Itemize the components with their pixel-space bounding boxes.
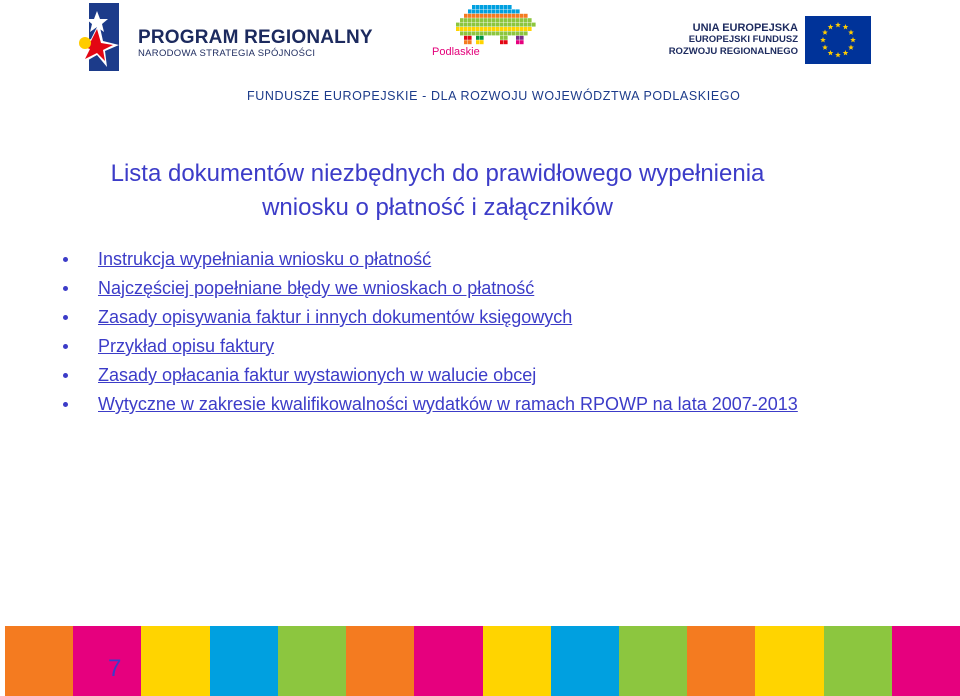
eu-line-2: EUROPEJSKI FUNDUSZ: [688, 34, 798, 45]
bison-mosaic-tile: [508, 18, 512, 22]
bison-mosaic-tile: [464, 27, 468, 31]
bison-mosaic-tile: [476, 14, 480, 18]
bison-mosaic-tile: [520, 36, 524, 40]
bison-mosaic-tile: [516, 40, 520, 44]
bison-mosaic-tile: [500, 5, 504, 9]
bison-mosaic-tile: [484, 9, 488, 13]
bison-mosaic-tile: [516, 18, 520, 22]
bison-mosaic-tile: [528, 27, 532, 31]
bison-mosaic-tile: [504, 27, 508, 31]
bison-mosaic-tile: [492, 23, 496, 27]
bison-mosaic-tile: [492, 9, 496, 13]
bison-mosaic-tile: [524, 31, 528, 35]
bison-mosaic-tile: [468, 31, 472, 35]
bison-mosaic-tile: [468, 9, 472, 13]
bison-mosaic-tile: [464, 36, 468, 40]
footer-color-segment: [278, 626, 346, 696]
bison-mosaic-tile: [492, 31, 496, 35]
bison-mosaic-tile: [476, 36, 480, 40]
bison-mosaic-tile: [476, 27, 480, 31]
bison-mosaic-tile: [464, 31, 468, 35]
document-link[interactable]: Najczęściej popełniane błędy we wnioskach o płatność: [98, 278, 535, 298]
bison-mosaic-tile: [520, 23, 524, 27]
page-number: 7: [108, 655, 122, 682]
bison-mosaic-tile: [476, 5, 480, 9]
bison-mosaic-tile: [504, 14, 508, 18]
document-link[interactable]: Wytyczne w zakresie kwalifikowalności wydatków w ramach RPOWP na lata 2007-2013: [98, 394, 798, 414]
bison-mosaic-tile: [532, 23, 536, 27]
bison-mosaic-tile: [460, 18, 464, 22]
bison-mosaic-tile: [488, 5, 492, 9]
bison-mosaic-tile: [476, 9, 480, 13]
bison-mosaic-tile: [508, 23, 512, 27]
footer-color-bar: [5, 626, 960, 696]
bison-mosaic-tile: [464, 14, 468, 18]
bison-mosaic-tile: [476, 18, 480, 22]
bison-mosaic-tile: [504, 31, 508, 35]
bison-mosaic-tile: [480, 18, 484, 22]
footer-color-segment: [346, 626, 414, 696]
bison-mosaic-tile: [484, 5, 488, 9]
bullet-icon: [63, 373, 68, 378]
program-title: PROGRAM REGIONALNY: [138, 27, 373, 48]
bison-mosaic-tile: [500, 18, 504, 22]
bison-mosaic-tile: [512, 9, 516, 13]
eu-text-block: [668, 22, 798, 58]
bison-mosaic-tile: [504, 36, 508, 40]
footer-color-segment: [414, 626, 482, 696]
bison-mosaic-tile: [508, 9, 512, 13]
bison-mosaic-tile: [524, 18, 528, 22]
footer-color-segment: [551, 626, 619, 696]
bison-mosaic-tile: [504, 40, 508, 44]
bison-mosaic-tile: [468, 27, 472, 31]
slide-title-line-1: Lista dokumentów niezbędnych do prawidłowego wypełnienia: [110, 160, 765, 187]
bison-mosaic-tile: [520, 14, 524, 18]
bison-mosaic-tile: [484, 27, 488, 31]
bison-mosaic-tile: [472, 18, 476, 22]
bison-mosaic-tile: [508, 27, 512, 31]
podlaskie-logo: [430, 3, 540, 69]
bison-mosaic-tile: [524, 14, 528, 18]
bison-mosaic-tile: [464, 18, 468, 22]
bison-mosaic-tile: [488, 23, 492, 27]
bullet-icon: [63, 286, 68, 291]
bison-mosaic-tile: [488, 18, 492, 22]
footer-color-segment: [5, 626, 73, 696]
bison-mosaic-tile: [508, 31, 512, 35]
footer-color-segment: [687, 626, 755, 696]
bison-mosaic-tile: [472, 5, 476, 9]
bison-mosaic-tile: [524, 27, 528, 31]
bison-mosaic-tile: [460, 31, 464, 35]
document-link[interactable]: Zasady opłacania faktur wystawionych w walucie obcej: [98, 365, 537, 385]
document-link[interactable]: Przykład opisu faktury: [98, 336, 275, 356]
footer-color-segment: [824, 626, 892, 696]
bison-mosaic-tile: [488, 9, 492, 13]
bison-mosaic-tile: [528, 23, 532, 27]
slide-title: [60, 157, 815, 225]
bison-mosaic-tile: [484, 14, 488, 18]
bison-mosaic-tile: [520, 27, 524, 31]
bison-mosaic-tile: [476, 23, 480, 27]
bison-mosaic-tile: [484, 18, 488, 22]
bison-mosaic-tile: [496, 18, 500, 22]
bison-mosaic-tile: [516, 31, 520, 35]
bison-mosaic-tile: [472, 9, 476, 13]
program-subtitle: NARODOWA STRATEGIA SPÓJNOŚCI: [138, 48, 316, 59]
bison-mosaic-tile: [472, 31, 476, 35]
bison-mosaic-tile: [496, 23, 500, 27]
bison-mosaic-tile: [464, 40, 468, 44]
bison-mosaic-tile: [480, 31, 484, 35]
bison-mosaic-tile: [512, 27, 516, 31]
bison-mosaic-tile: [468, 36, 472, 40]
bison-mosaic-tile: [500, 36, 504, 40]
bison-mosaic-tile: [520, 31, 524, 35]
bison-mosaic-tile: [500, 40, 504, 44]
footer-color-segment: [141, 626, 209, 696]
bison-mosaic-tile: [484, 31, 488, 35]
footer-color-segment: [483, 626, 551, 696]
bison-mosaic-tile: [472, 23, 476, 27]
bison-mosaic-tile: [504, 23, 508, 27]
slide-title-line-2: wniosku o płatność i załączników: [262, 194, 613, 221]
bison-mosaic-tile: [488, 27, 492, 31]
bison-mosaic-tile: [492, 18, 496, 22]
bullet-icon: [63, 344, 68, 349]
footer-color-segment: [619, 626, 687, 696]
bison-mosaic-tile: [520, 40, 524, 44]
bison-mosaic-tile: [500, 27, 504, 31]
bison-mosaic-tile: [468, 14, 472, 18]
bison-mosaic-tile: [528, 18, 532, 22]
program-regionalny-logo: [77, 3, 373, 73]
bison-mosaic-tile: [496, 27, 500, 31]
bison-mosaic-tile: [480, 27, 484, 31]
bison-mosaic-tile: [504, 18, 508, 22]
bullet-icon: [63, 315, 68, 320]
bison-mosaic-tile: [500, 14, 504, 18]
bison-mosaic-tile: [472, 14, 476, 18]
bison-mosaic-tile: [472, 27, 476, 31]
podlaskie-label: Podlaskie: [432, 46, 480, 58]
bison-mosaic-tile: [496, 14, 500, 18]
bison-mosaic-tile: [516, 9, 520, 13]
bison-mosaic-tile: [468, 23, 472, 27]
bison-mosaic-tile: [496, 9, 500, 13]
bison-mosaic-tile: [520, 18, 524, 22]
eu-line-3: ROZWOJU REGIONALNEGO: [668, 46, 798, 57]
footer-color-segment: [892, 626, 960, 696]
bison-mosaic-tile: [476, 40, 480, 44]
bison-mosaic-tile: [476, 31, 480, 35]
bison-mosaic-tile: [460, 27, 464, 31]
document-link[interactable]: Zasady opisywania faktur i innych dokumentów księgowych: [98, 307, 573, 327]
funds-tagline: FUNDUSZE EUROPEJSKIE - DLA ROZWOJU WOJEWÓDZTWA PODLASKIEGO: [247, 89, 741, 103]
bison-mosaic-tile: [516, 36, 520, 40]
bison-mosaic-tile: [508, 5, 512, 9]
bison-mosaic-tile: [484, 23, 488, 27]
bison-mosaic-tile: [496, 5, 500, 9]
bison-mosaic-tile: [516, 23, 520, 27]
bison-mosaic-tile: [464, 23, 468, 27]
bison-mosaic-tile: [500, 9, 504, 13]
bison-mosaic-tile: [468, 40, 472, 44]
bison-mosaic-tile: [512, 31, 516, 35]
bison-mosaic-tile: [480, 5, 484, 9]
bison-mosaic-tile: [500, 23, 504, 27]
bison-mosaic-tile: [496, 31, 500, 35]
eu-line-1: UNIA EUROPEJSKA: [692, 22, 798, 34]
bison-mosaic-tile: [516, 14, 520, 18]
bison-mosaic-tile: [504, 9, 508, 13]
bison-mosaic-tile: [456, 23, 460, 27]
bison-mosaic-tile: [504, 5, 508, 9]
bison-mosaic-tile: [508, 14, 512, 18]
document-link[interactable]: Instrukcja wypełniania wniosku o płatność: [98, 249, 432, 269]
bison-mosaic-tile: [512, 23, 516, 27]
bullet-icon: [63, 402, 68, 407]
bison-mosaic-tile: [492, 27, 496, 31]
bison-mosaic-tile: [524, 23, 528, 27]
bison-mosaic-tile: [488, 31, 492, 35]
eu-flag-icon: [805, 16, 871, 64]
bison-mosaic-tile: [468, 18, 472, 22]
bison-mosaic-tile: [480, 23, 484, 27]
bison-mosaic-tile: [512, 14, 516, 18]
bison-mosaic-tile: [480, 40, 484, 44]
bison-mosaic-tile: [480, 14, 484, 18]
bullet-icon: [63, 257, 68, 262]
bison-mosaic-tile: [488, 14, 492, 18]
bison-mosaic-tile: [480, 36, 484, 40]
program-regionalny-logo-icon: [77, 3, 121, 71]
podlaskie-bison-logo-icon: [430, 3, 540, 69]
bison-mosaic-tile: [480, 9, 484, 13]
bison-mosaic-tile: [492, 5, 496, 9]
bison-mosaic-tile: [500, 31, 504, 35]
bison-mosaic-tile: [460, 23, 464, 27]
bison-mosaic-tile: [456, 27, 460, 31]
footer-color-segment: [210, 626, 278, 696]
footer-color-segment: [755, 626, 823, 696]
bison-mosaic-tile: [516, 27, 520, 31]
bison-mosaic-tile: [492, 14, 496, 18]
bison-mosaic-tile: [512, 18, 516, 22]
